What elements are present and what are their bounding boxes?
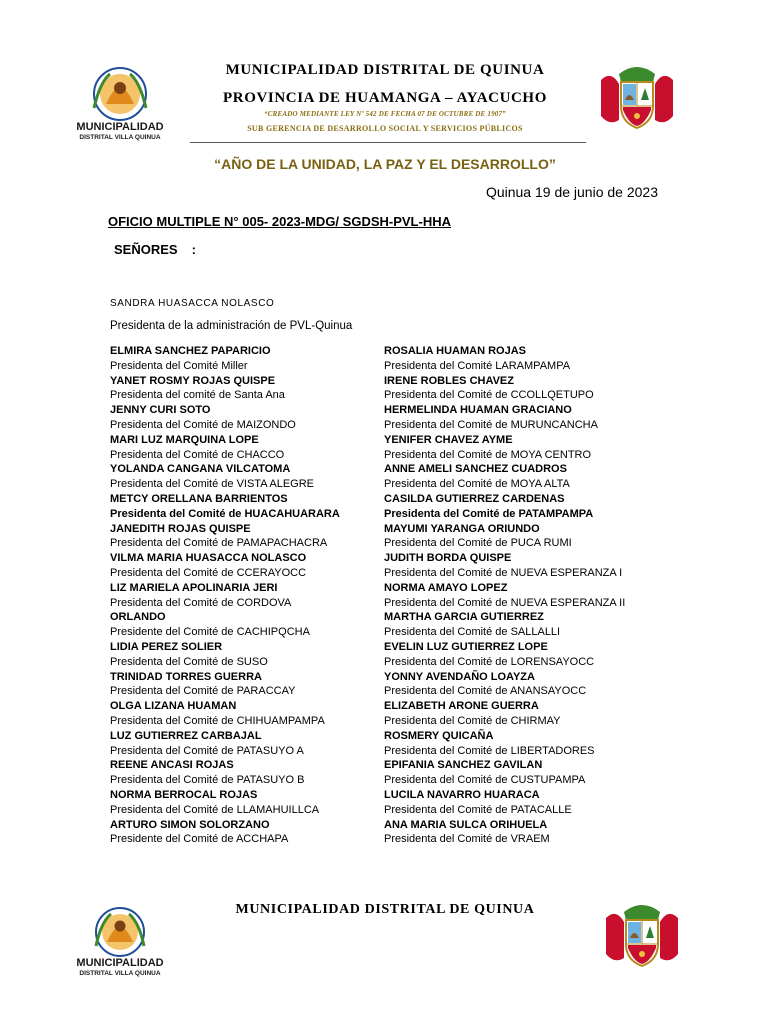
recipient-role: Presidenta del Comité de CUSTUPAMPA [384, 774, 586, 787]
recipient-name: MAYUMI YARANGA ORIUNDO [384, 522, 540, 535]
recipient-role: Presidenta del Comité de LORENSAYOCC [384, 655, 595, 668]
recipient-role: Presidenta del Comité de MOYA ALTA [384, 478, 570, 491]
recipient-name: YONNY AVENDAÑO LOAYZA [384, 670, 535, 683]
recipient-name: IRENE ROBLES CHAVEZ [384, 374, 514, 387]
recipient-role: Presidenta del comité de Santa Ana [110, 389, 285, 402]
recipient-name: OLGA LIZANA HUAMAN [110, 700, 237, 713]
recipient-name: JANEDITH ROJAS QUISPE [110, 522, 251, 535]
addressee-role: Presidenta de la administración de PVL-Quinua [110, 320, 353, 332]
recipient-role: Presidenta del Comité de LIBERTADORES [384, 744, 595, 757]
salutation [114, 242, 196, 257]
recipient-role: Presidenta del Comité de CCERAYOCC [110, 566, 307, 579]
recipient-name: NORMA AMAYO LOPEZ [384, 581, 508, 594]
recipient-name: YENIFER CHAVEZ AYME [384, 433, 513, 446]
recipient-role: Presidenta del Comité de CHACCO [110, 448, 285, 461]
recipient-role: Presidenta del Comité de CHIRMAY [384, 714, 561, 727]
recipient-role: Presidente del Comité de CACHIPQCHA [110, 626, 310, 639]
peru-coat-of-arms-icon [597, 60, 677, 136]
recipient-role: Presidenta del Comité de HUACAHUARARA [110, 507, 340, 520]
recipient-name: HERMELINDA HUAMAN GRACIANO [384, 404, 572, 417]
recipient-role: Presidenta del Comité de NUEVA ESPERANZA II [384, 596, 626, 609]
recipient-name: ELIZABETH ARONE GUERRA [384, 700, 539, 713]
recipient-name: JUDITH BORDA QUISPE [384, 552, 512, 565]
recipient-role: Presidenta del Comité de MURUNCANCHA [384, 418, 598, 431]
recipient-role: Presidenta del Comité de NUEVA ESPERANZA I [384, 566, 623, 579]
recipient-name: ELMIRA SANCHEZ PAPARICIO [110, 345, 271, 357]
year-motto: “AÑO DE LA UNIDAD, LA PAZ Y EL DESARROLLO” [214, 156, 556, 172]
recipient-role: Presidenta del Comité de VRAEM [384, 833, 550, 846]
recipient-role: Presidenta del Comité de SALLALLI [384, 626, 561, 639]
recipient-role: Presidenta del Comité de ANANSAYOCC [384, 685, 587, 698]
header-divider [190, 142, 586, 143]
municipal-logo [70, 64, 170, 144]
recipient-role: Presidenta del Comité de CCOLLQETUPO [384, 389, 594, 402]
recipient-role: Presidente del Comité de ACCHAPA [110, 833, 289, 846]
subgerencia-title: SUB GERENCIA DE DESARROLLO SOCIAL Y SERVICIOS PÚBLICOS [247, 124, 523, 133]
addressee-name: SANDRA HUASACCA NOLASCO [110, 298, 275, 309]
svg-text:MUNICIPALIDAD: MUNICIPALIDAD [76, 121, 164, 133]
recipient-name: LUCILA NAVARRO HUARACA [384, 788, 540, 801]
recipient-role: Presidenta del Comité Miller [110, 359, 248, 372]
recipient-role: Presidenta del Comité de PATACALLE [384, 803, 572, 816]
footer-peru-coat-of-arms-icon [602, 898, 682, 974]
recipient-name: METCY ORELLANA BARRIENTOS [110, 492, 288, 505]
recipient-name: TRINIDAD TORRES GUERRA [110, 670, 262, 683]
recipient-role: Presidenta del Comité de SUSO [110, 655, 268, 668]
recipient-role: Presidenta del Comité de PARACCAY [110, 685, 296, 698]
province-title: PROVINCIA DE HUAMANGA – AYACUCHO [223, 90, 547, 106]
recipient-name: LUZ GUTIERREZ CARBAJAL [110, 729, 262, 742]
recipient-name: ANNE AMELI SANCHEZ CUADROS [384, 463, 567, 476]
recipient-name: ROSMERY QUICAÑA [384, 729, 494, 742]
recipient-role: Presidenta del Comité de PAMAPACHACRA [110, 537, 328, 550]
recipient-name: JENNY CURI SOTO [110, 404, 211, 417]
oficio-number: OFICIO MULTIPLE N° 005- 2023-MDG/ SGDSH-PVL-HHA [108, 214, 451, 229]
recipient-name: CASILDA GUTIERREZ CARDENAS [384, 492, 565, 505]
recipient-role: Presidenta del Comité de LLAMAHUILLCA [110, 803, 320, 816]
recipient-name: ANA MARIA SULCA ORIHUELA [384, 818, 548, 831]
recipient-name: REENE ANCASI ROJAS [110, 759, 234, 772]
recipient-name: VILMA MARIA HUASACCA NOLASCO [110, 552, 307, 565]
recipient-name: MARI LUZ MARQUINA LOPE [110, 433, 259, 446]
recipient-role: Presidenta del Comité de CORDOVA [110, 596, 292, 609]
svg-text:MUNICIPALIDAD: MUNICIPALIDAD [76, 957, 164, 969]
recipient-role: Presidenta del Comité de VISTA ALEGRE [110, 478, 315, 491]
recipient-name: YOLANDA CANGANA VILCATOMA [110, 463, 291, 476]
salutation-label: SEÑORES [114, 242, 178, 257]
recipient-name: ROSALIA HUAMAN ROJAS [384, 345, 526, 357]
footer-title: MUNICIPALIDAD DISTRITAL DE QUINUA [235, 902, 535, 917]
recipient-name: LIDIA PEREZ SOLIER [110, 640, 223, 653]
municipality-title: MUNICIPALIDAD DISTRITAL DE QUINUA [225, 62, 545, 78]
recipient-role: Presidenta del Comité de MAIZONDO [110, 418, 296, 431]
recipient-name: ORLANDO [110, 611, 166, 624]
recipient-name: ARTURO SIMON SOLORZANO [110, 818, 270, 831]
footer-municipal-logo [70, 904, 170, 978]
recipient-role: Presidenta del Comité de CHIHUAMPAMPA [110, 714, 325, 727]
recipient-role: Presidenta del Comité de PATASUYO B [110, 774, 305, 787]
recipient-name: EPIFANIA SANCHEZ GAVILAN [384, 759, 543, 772]
recipient-role: Presidenta del Comité de MOYA CENTRO [384, 448, 592, 461]
recipient-role: Presidenta del Comité de PATASUYO A [110, 744, 304, 757]
recipient-role: Presidenta del Comité de PATAMPAMPA [384, 507, 594, 520]
recipients-left-column [110, 344, 340, 847]
recipient-name: YANET ROSMY ROJAS QUISPE [110, 374, 276, 387]
recipient-name: NORMA BERROCAL ROJAS [110, 788, 258, 801]
recipient-role: Presidenta del Comité de PUCA RUMI [384, 537, 572, 550]
creation-law-note: “CREADO MEDIANTE LEY Nº 542 DE FECHA 07 DE OCTUBRE DE 1907” [264, 110, 506, 118]
recipients-right-column [384, 344, 625, 847]
recipient-name: LIZ MARIELA APOLINARIA JERI [110, 581, 278, 594]
svg-text:DISTRITAL VILLA QUINUA: DISTRITAL VILLA QUINUA [79, 970, 161, 977]
recipient-name: MARTHA GARCIA GUTIERREZ [384, 611, 544, 624]
document-date: Quinua 19 de junio de 2023 [485, 184, 658, 200]
recipient-name: EVELIN LUZ GUTIERREZ LOPE [384, 640, 548, 653]
recipient-role: Presidenta del Comité LARAMPAMPA [384, 359, 571, 372]
svg-text:DISTRITAL VILLA QUINUA: DISTRITAL VILLA QUINUA [79, 134, 161, 141]
salutation-colon: : [191, 242, 196, 257]
